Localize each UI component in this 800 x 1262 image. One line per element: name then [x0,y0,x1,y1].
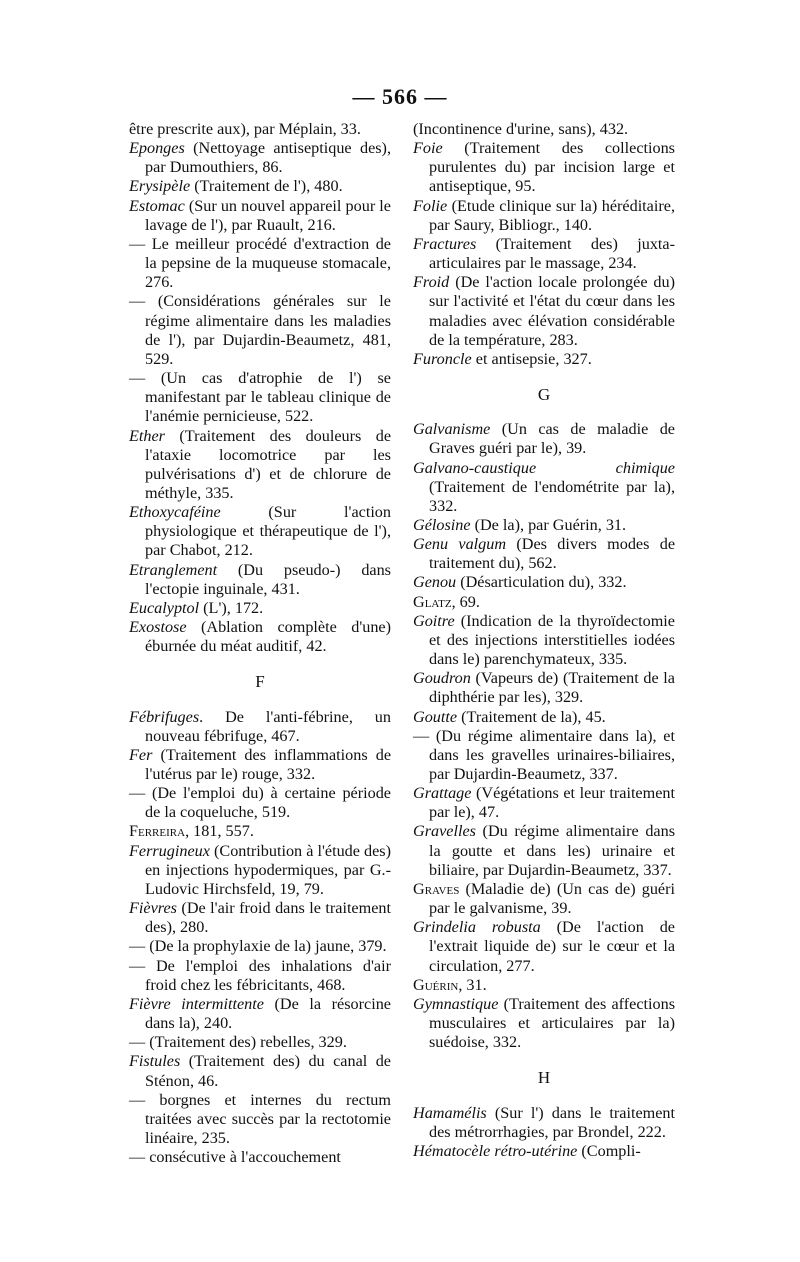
entry-text: (Ablation complète d'une) éburnée du méat auditif, 42. [145,618,391,656]
index-entry [129,937,391,956]
index-entry [129,708,391,746]
entry-headword: Genu valgum [413,535,507,554]
entry-text: (Traitement des collections purulentes du) par incision large et antiseptique, 95. [429,139,675,196]
entry-text: (Incontinence d'urine, sans), 432. [413,120,629,138]
entry-headword: Foie [413,139,443,158]
index-entry [129,599,391,618]
index-entry [413,197,675,235]
entry-text: et antisepsie, 327. [471,349,592,368]
index-entry [413,995,675,1052]
entry-headword: Fébrifuges [129,707,200,726]
index-entry [413,120,675,139]
index-entry [413,459,675,516]
entry-text: , 31. [458,975,487,994]
entry-headword: Guérin [413,975,459,994]
entry-text: (Traitement de l'), 480. [190,177,343,196]
index-entry [129,784,391,822]
entry-headword: Etranglement [129,560,218,579]
entry-text: — (Un cas d'atrophie de l') se manifestant par le tableau clinique de l'anémie pernicieuse, 522. [129,369,391,426]
entry-headword: Gymnastique [413,994,499,1013]
index-entry [413,822,675,879]
section-letter: F [255,672,265,692]
entry-headword: Fièvre intermittente [129,994,264,1013]
entry-headword: Fractures [413,234,477,253]
entry-headword: Genou [413,573,457,592]
entry-text: (Traitement des inflammations de l'utérus par le) rouge, 332. [145,745,391,783]
index-entry [413,516,675,535]
section-letter: H [537,1068,551,1088]
left-column [129,120,391,1167]
entry-headword: Ferreira [129,822,186,841]
index-entry [129,197,391,235]
entry-text: (De l'action de l'extrait liquide de) sur le cœur et la circulation, 277. [429,918,675,975]
index-entry [413,612,675,669]
entry-text: — (De l'emploi du) à certaine période de la coqueluche, 519. [129,784,391,822]
entry-headword: Erysipèle [129,177,191,196]
index-entry [413,273,675,350]
index-entry [413,139,675,196]
entry-text: (Indication de la thyroïdectomie et des injections interstitielles iodées dans le) parenchymateux, 335. [429,611,675,669]
index-entry [413,593,675,612]
index-entry [129,427,391,504]
entry-text: (Vapeurs de) (Traitement de la diphthérie par les), 329. [429,669,675,707]
entry-text: — Le meilleur procédé d'extraction de la pepsine de la muqueuse stomacale, 276. [129,234,391,292]
index-entry [413,784,675,822]
section-letter: G [537,385,551,405]
entry-headword: Hématocèle rétro-utérine [413,1141,578,1160]
index-entry [129,292,391,369]
index-entry [129,957,391,995]
index-entry [129,899,391,937]
index-entry [413,573,675,592]
entry-headword: Graves [413,879,460,898]
entry-text: — De l'emploi des inhalations d'air froid chez les fébricitants, 468. [129,956,391,994]
entry-text: , 69. [451,592,480,611]
index-entry [413,535,675,573]
entry-text: . De l'anti-fébrine, un nouveau fébrifuge, 467. [145,707,391,745]
entry-headword: Goutte [413,707,458,726]
entry-text: (Sur l'action physiologique et thérapeutique de l'), par Chabot, 212. [145,503,391,560]
index-entry [413,880,675,918]
entry-text: (Du pseudo-) dans l'ectopie inguinale, 431. [145,560,391,598]
entry-text: (De la), par Guérin, 31. [470,515,627,534]
index-entry [413,235,675,273]
entry-text: — (De la prophylaxie de la) jaune, 379. [129,937,387,956]
index-entry [413,1142,675,1161]
index-entry [413,669,675,707]
index-entry [129,842,391,899]
index-entry [129,369,391,426]
entry-text: (Traitement des) du canal de Sténon, 46. [145,1052,391,1090]
index-entry [129,139,391,177]
entry-headword: Goudron [413,669,471,688]
entry-text: (Du régime alimentaire dans la goutte et dans les) urinaire et biliaire, par Dujardin-Beaumetz, 337. [429,822,675,879]
entry-text: (L'), 172. [199,598,264,617]
index-entry [413,976,675,995]
index-entry [129,995,391,1033]
entry-text: (Traitement des) juxta-articulaires par le massage, 234. [429,234,675,273]
entry-text: (Sur l') dans le traitement des métrorrhagies, par Brondel, 222. [429,1103,675,1141]
entry-headword: Ether [129,426,165,445]
entry-text: — borgnes et internes du rectum traitées avec succès par la rectotomie linéaire, 235. [129,1090,391,1147]
entry-text: — (Considérations générales sur le régime alimentaire dans les maladies de l'), par Dujardin-Beaumetz, 481, 529. [129,292,391,368]
entry-text: , 181, 557. [185,822,254,841]
index-entry [413,350,675,369]
index-entry [129,1148,391,1167]
entry-headword: Gélosine [413,515,471,534]
entry-headword: Grattage [413,784,472,803]
entry-text: (De l'air froid dans le traitement des), 280. [145,899,391,937]
entry-headword: Galvano-caustique chimique [413,458,675,477]
index-entry [129,1033,391,1052]
entry-text: (Traitement de l'endométrite par la), 332. [429,477,675,515]
entry-text: être prescrite aux), par Méplain, 33. [129,120,361,138]
entry-text: (Des divers modes de traitement du), 562. [429,535,676,573]
index-entry [413,727,675,784]
entry-text: — (Du régime alimentaire dans la), et dans les gravelles urinaires-biliaires, par Dujardin-Beaumetz, 337. [413,726,675,783]
index-entry [129,822,391,841]
index-entry [129,177,391,196]
index-entry [129,1091,391,1148]
entry-headword: Exostose [129,618,187,637]
entry-headword: Folie [413,196,448,215]
entry-headword: Eponges [129,139,185,158]
entry-text: (Traitement des douleurs de l'ataxie locomotrice par les pulvérisations d') et de chlorure de méthyle, 335. [145,426,391,502]
entry-headword: Eucalyptol [129,598,200,617]
entry-text: (Traitement de la), 45. [457,707,606,726]
entry-text: (Traitement des affections musculaires et articulaires par la) suédoise, 332. [429,994,675,1052]
index-entry [413,420,675,458]
entry-text: (Etude clinique sur la) héréditaire, par Saury, Bibliogr., 140. [429,196,675,234]
index-entry [129,618,391,656]
index-entry [129,503,391,560]
index-entry [413,708,675,727]
right-column [413,120,675,1161]
entry-headword: Goitre [413,611,455,630]
page-number: — 566 — [352,84,448,109]
entry-headword: Fer [129,745,153,764]
entry-text: (De l'action locale prolongée du) sur l'activité et l'état du cœur dans les maladies avec élévation considérable de la température, 283. [429,273,675,349]
entry-headword: Hamamélis [413,1103,487,1122]
index-entry [413,918,675,975]
entry-text: — consécutive à l'accouchement [129,1148,341,1167]
entry-text: (Un cas de maladie de Graves guéri par le), 39. [429,420,675,458]
entry-text: (Maladie de) (Un cas de) guéri par le galvanisme, 39. [429,879,675,918]
entry-headword: Froid [413,273,450,292]
entry-headword: Glatz [413,592,452,611]
index-entry [129,235,391,292]
entry-text: (Végétations et leur traitement par le), 47. [429,784,675,822]
entry-text: — (Traitement des) rebelles, 329. [129,1033,347,1052]
entry-headword: Grindelia robusta [413,918,541,937]
entry-text: (Désarticulation du), 332. [456,573,627,592]
entry-headword: Ferrugineux [129,841,210,860]
entry-text: (De la résorcine dans la), 240. [145,994,391,1033]
entry-headword: Fistules [129,1052,181,1071]
entry-headword: Galvanisme [413,420,491,439]
entry-headword: Estomac [129,196,185,215]
index-entry [129,120,391,139]
entry-text: (Sur un nouvel appareil pour le lavage de l'), par Ruault, 216. [145,196,391,234]
index-entry [129,561,391,599]
entry-headword: Furoncle [413,349,472,368]
entry-text: (Contribution à l'étude des) en injections hypodermiques, par G.-Ludovic Hirchsfeld, 19, 79. [145,841,391,898]
index-entry [129,746,391,784]
entry-text: (Nettoyage antiseptique des), par Dumouthiers, 86. [145,139,391,177]
entry-headword: Gravelles [413,822,476,841]
entry-headword: Ethoxycaféine [129,503,221,522]
index-entry [413,1104,675,1142]
entry-text: (Compli- [577,1141,641,1160]
index-entry [129,1052,391,1090]
entry-headword: Fièvres [129,899,177,918]
